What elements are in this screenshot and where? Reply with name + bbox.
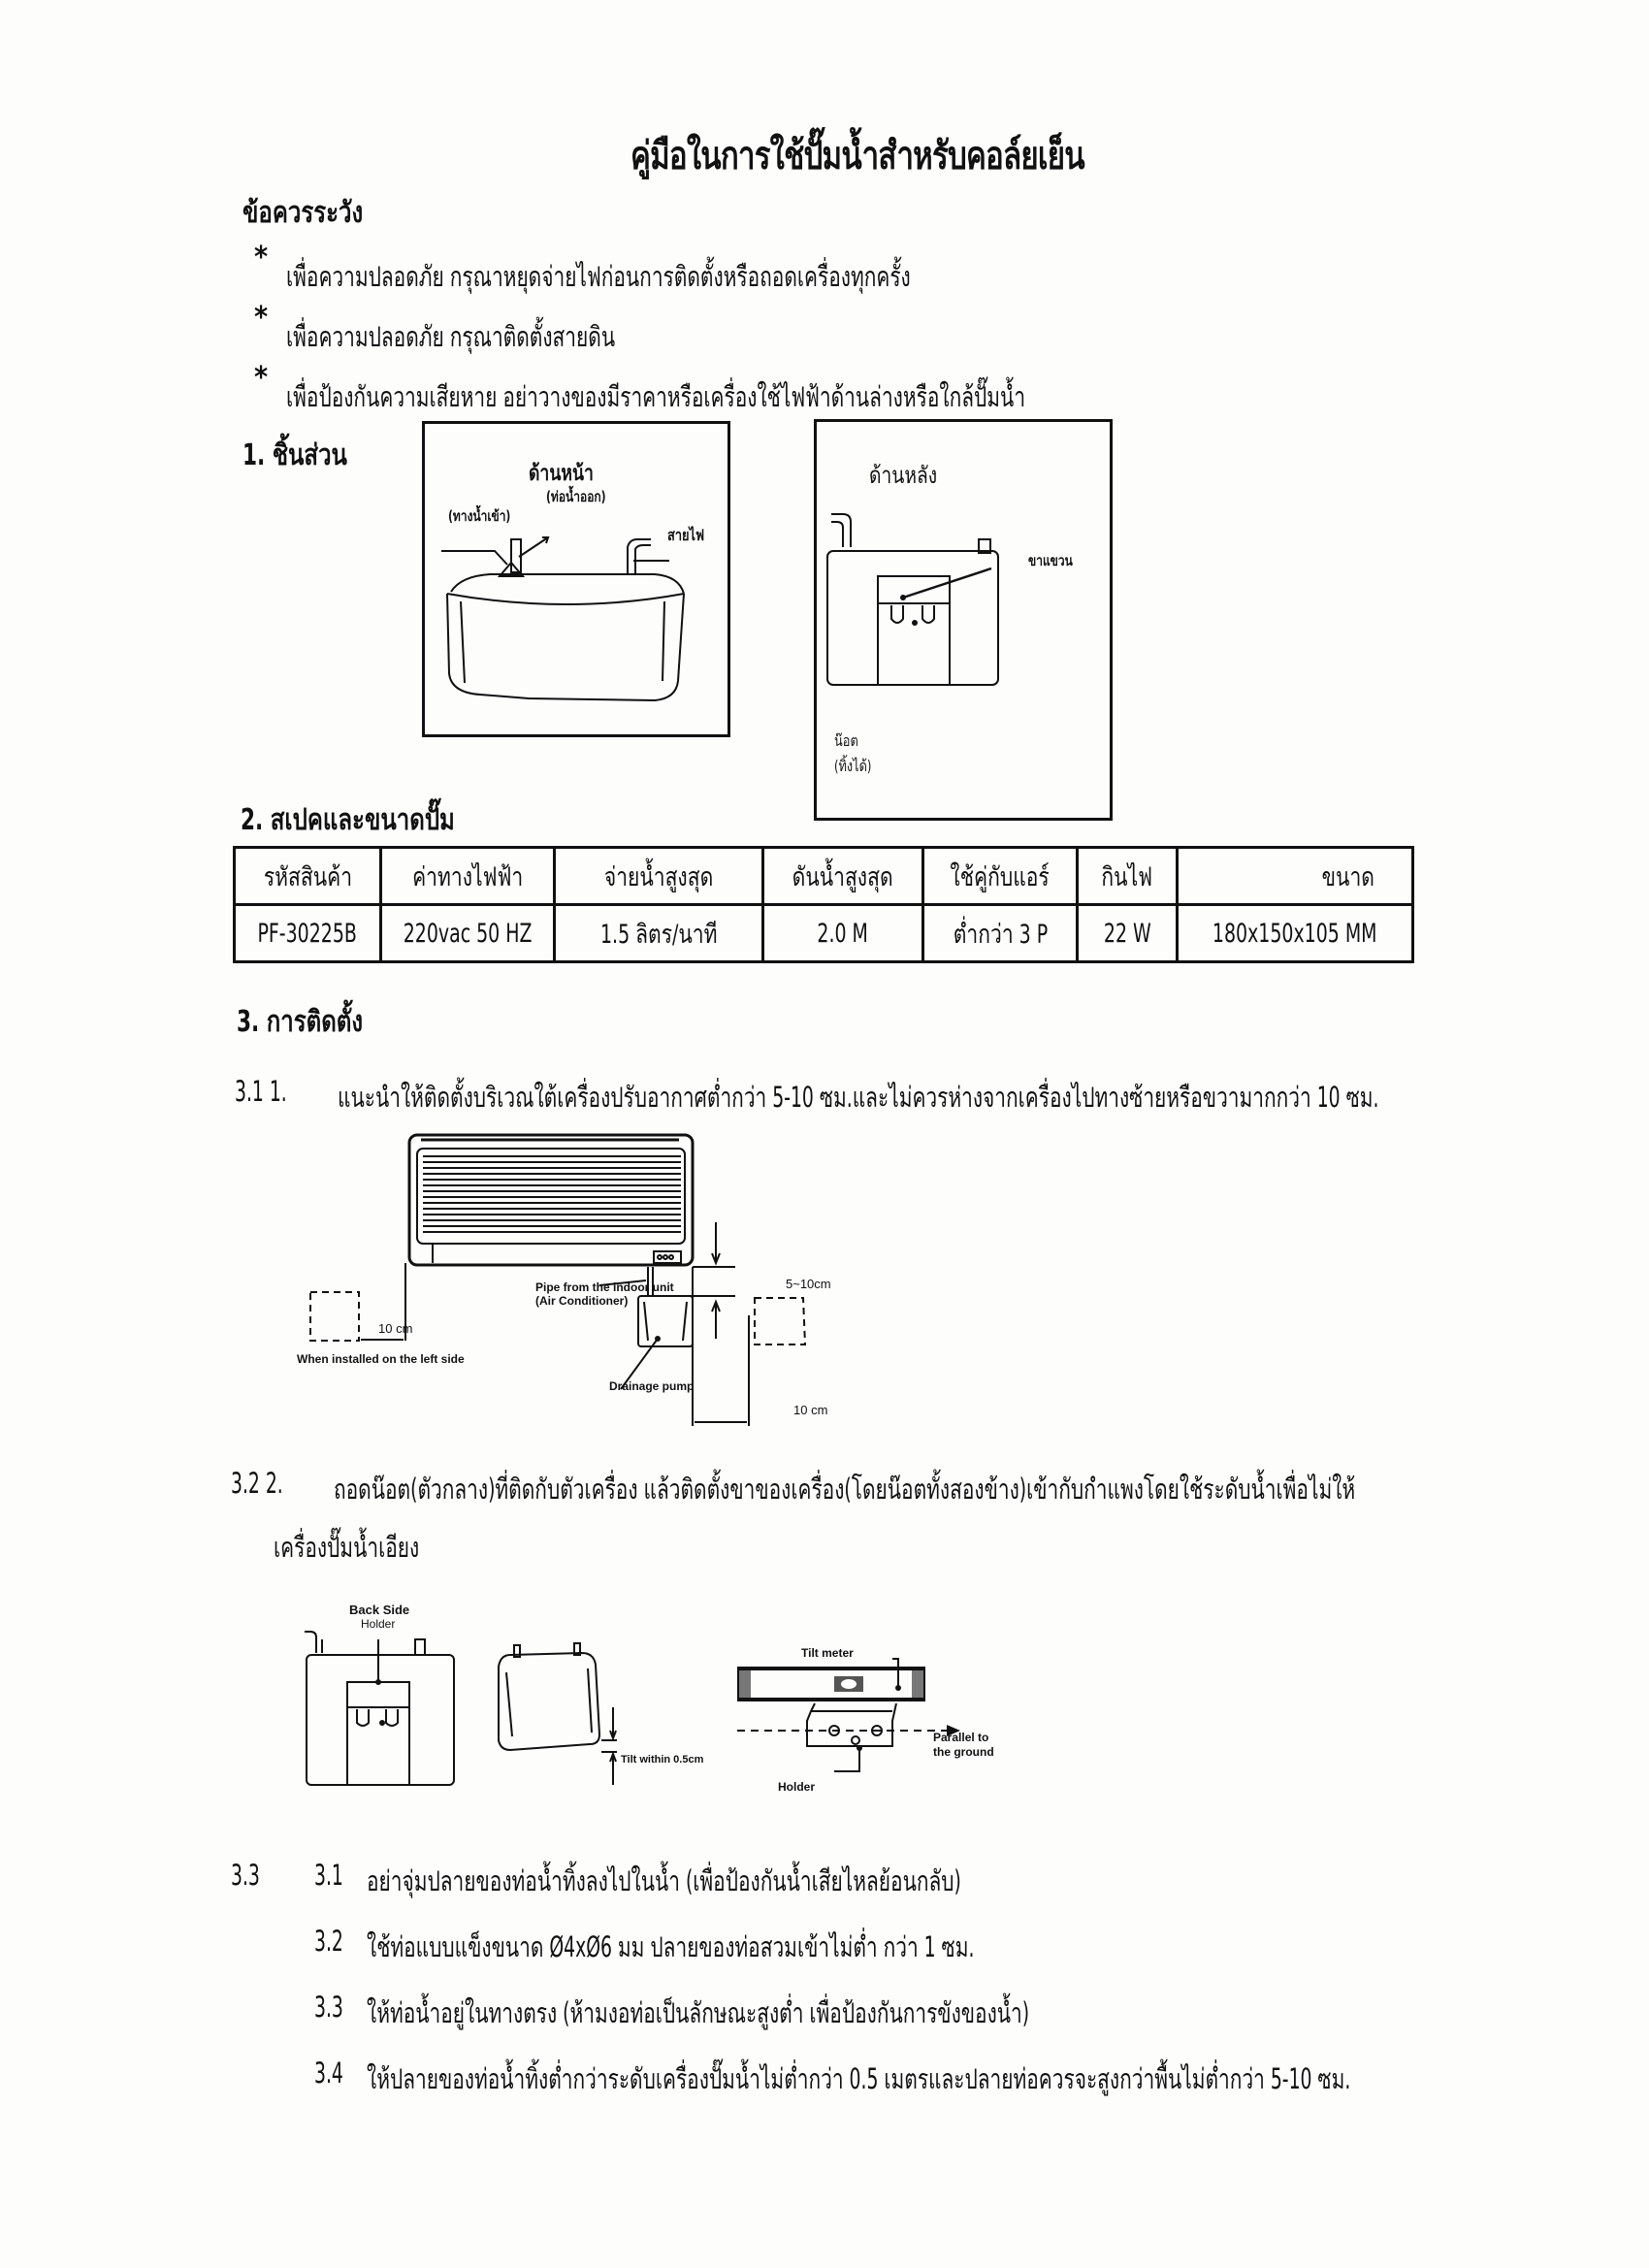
caution-item: เพื่อความปลอดภัย กรุณาหยุดจ่ายไฟก่อนการติดตั้งหรือถอดเครื่องทุกครั้ง (286, 260, 911, 293)
substep-number: 3.3 (314, 1991, 343, 2024)
table-header-row (235, 848, 1413, 905)
table-row (235, 905, 1413, 962)
column-header: ค่าทางไฟฟ้า (381, 848, 555, 905)
document-title: คู่มือในการใช้ปั๊มน้ำสำหรับคอล์ยเย็น (630, 134, 1084, 178)
cautions-heading: ข้อควรระวัง (242, 196, 364, 230)
inlet-label: (ทางน้ำเข้า) (448, 507, 511, 525)
table-cell: 220vac 50 HZ (381, 905, 555, 962)
table-cell: 22 W (1078, 905, 1178, 962)
substep-text: ให้ปลายของท่อน้ำทิ้งต่ำกว่าระดับเครื่องปั๊มน้ำไม่ต่ำกว่า 0.5 เมตรและปลายท่อควรจะสูงกว่าพื้นไม่ต่ำกว่า 5-10 ซม. (367, 2062, 1351, 2095)
left-side-caption: When installed on the left side (297, 1352, 465, 1366)
column-header: ขนาด (1178, 848, 1413, 905)
cable-label: สายไฟ (667, 526, 704, 544)
bracket-label: ขาแขวน (1028, 552, 1073, 569)
table-cell: 180x150x105 MM (1178, 905, 1413, 962)
back-pump-drawing (814, 419, 1107, 815)
table-cell: ต่ำกว่า 3 P (923, 905, 1078, 962)
section-1-heading: 1. ชิ้นส่วน (242, 438, 347, 472)
step-number: 3.2 2. (231, 1467, 283, 1500)
back-side-label: Back Side (349, 1603, 410, 1617)
substep-number: 3.4 (314, 2057, 343, 2090)
ac-installation-diagram (291, 1125, 922, 1426)
bullet-star: * (254, 301, 269, 335)
caution-item: เพื่อป้องกันความเสียหาย อย่าวางของมีราคาหรือเครื่องใช้ไฟฟ้าด้านล่างหรือใกล้ปั๊มน้ำ (286, 380, 1026, 413)
outlet-label: (ท่อน้ำออก) (546, 488, 606, 505)
table-cell: 2.0 M (763, 905, 923, 962)
substep-text: ให้ท่อน้ำอยู่ในทางตรง (ห้ามงอท่อเป็นลักษณะสูงต่ำ เพื่อป้องกันการขังของน้ำ) (367, 1996, 1030, 2029)
substep-text: อย่าจุ่มปลายของท่อน้ำทิ้งลงไปในน้ำ (เพื่อป้องกันน้ำเสียไหลย้อนกลับ) (367, 1864, 961, 1897)
caution-item: เพื่อความปลอดภัย กรุณาติดตั้งสายดิน (286, 320, 616, 353)
step-number: 3.1 1. (235, 1075, 287, 1108)
step-text: แนะนำให้ติดตั้งบริเวณใต้เครื่องปรับอากาศต่ำกว่า 5-10 ซม.และไม่ควรห่างจากเครื่องไปทางซ้ายหรือขวามากกว่า 10 ซม. (338, 1081, 1379, 1114)
column-header: จ่ายน้ำสูงสุด (555, 848, 763, 905)
gap-label: 5~10cm (786, 1277, 831, 1291)
parallel-label-line-1: Parallel to (933, 1731, 989, 1744)
step-text-cont: เครื่องปั๊มน้ำเอียง (274, 1531, 420, 1564)
table-cell: PF-30225B (235, 905, 381, 962)
step-text: ถอดน๊อต(ตัวกลาง)ที่ติดกับตัวเครื่อง แล้วติดตั้งขาของเครื่อง(โดยน๊อตทั้งสองข้าง)เข้ากับกำแพงโดยใช้ระดับน้ำเพื่อไม่ให้ (334, 1473, 1356, 1506)
holder-top-label: Holder (361, 1617, 396, 1631)
back-view-label: ด้านหลัง (869, 462, 938, 489)
substep-text: ใช้ท่อแบบแข็งขนาด Ø4xØ6 มม ปลายของท่อสวมเข้าไม่ต่ำ กว่า 1 ซม. (367, 1930, 975, 1963)
section-2-heading: 2. สเปคและขนาดปั๊ม (241, 803, 455, 837)
front-view-label: ด้านหน้า (529, 462, 594, 486)
screw-note: (ทิ้งได้) (834, 757, 872, 775)
step-number: 3.3 (231, 1859, 260, 1892)
leveling-diagram (291, 1630, 989, 1804)
parallel-label-line-2: the ground (933, 1745, 994, 1759)
substep-number: 3.2 (314, 1925, 343, 1958)
bullet-star: * (254, 241, 269, 275)
table-cell: 1.5 ลิตร/นาที (555, 905, 763, 962)
screw-label: น๊อต (834, 731, 858, 750)
pipe-label-line-2: (Air Conditioner) (535, 1294, 629, 1308)
drainage-pump-label: Drainage pump (609, 1379, 695, 1393)
column-header: ดันน้ำสูงสุด (763, 848, 923, 905)
holder-bottom-label: Holder (778, 1780, 816, 1794)
substep-number: 3.1 (314, 1859, 343, 1892)
pipe-label-line-1: Pipe from the indoor unit (535, 1280, 674, 1294)
column-header: ใช้คู่กับแอร์ (923, 848, 1078, 905)
tilt-meter-label: Tilt meter (801, 1646, 854, 1660)
left-distance-label: 10 cm (378, 1321, 413, 1336)
tilt-label: Tilt within 0.5cm (621, 1754, 704, 1766)
spec-table (233, 846, 1414, 963)
column-header: กินไฟ (1078, 848, 1178, 905)
column-header: รหัสสินค้า (235, 848, 381, 905)
right-distance-label: 10 cm (793, 1403, 828, 1417)
section-3-heading: 3. การติดตั้ง (237, 1005, 364, 1039)
bullet-star: * (254, 361, 269, 395)
front-pump-drawing (422, 421, 725, 731)
